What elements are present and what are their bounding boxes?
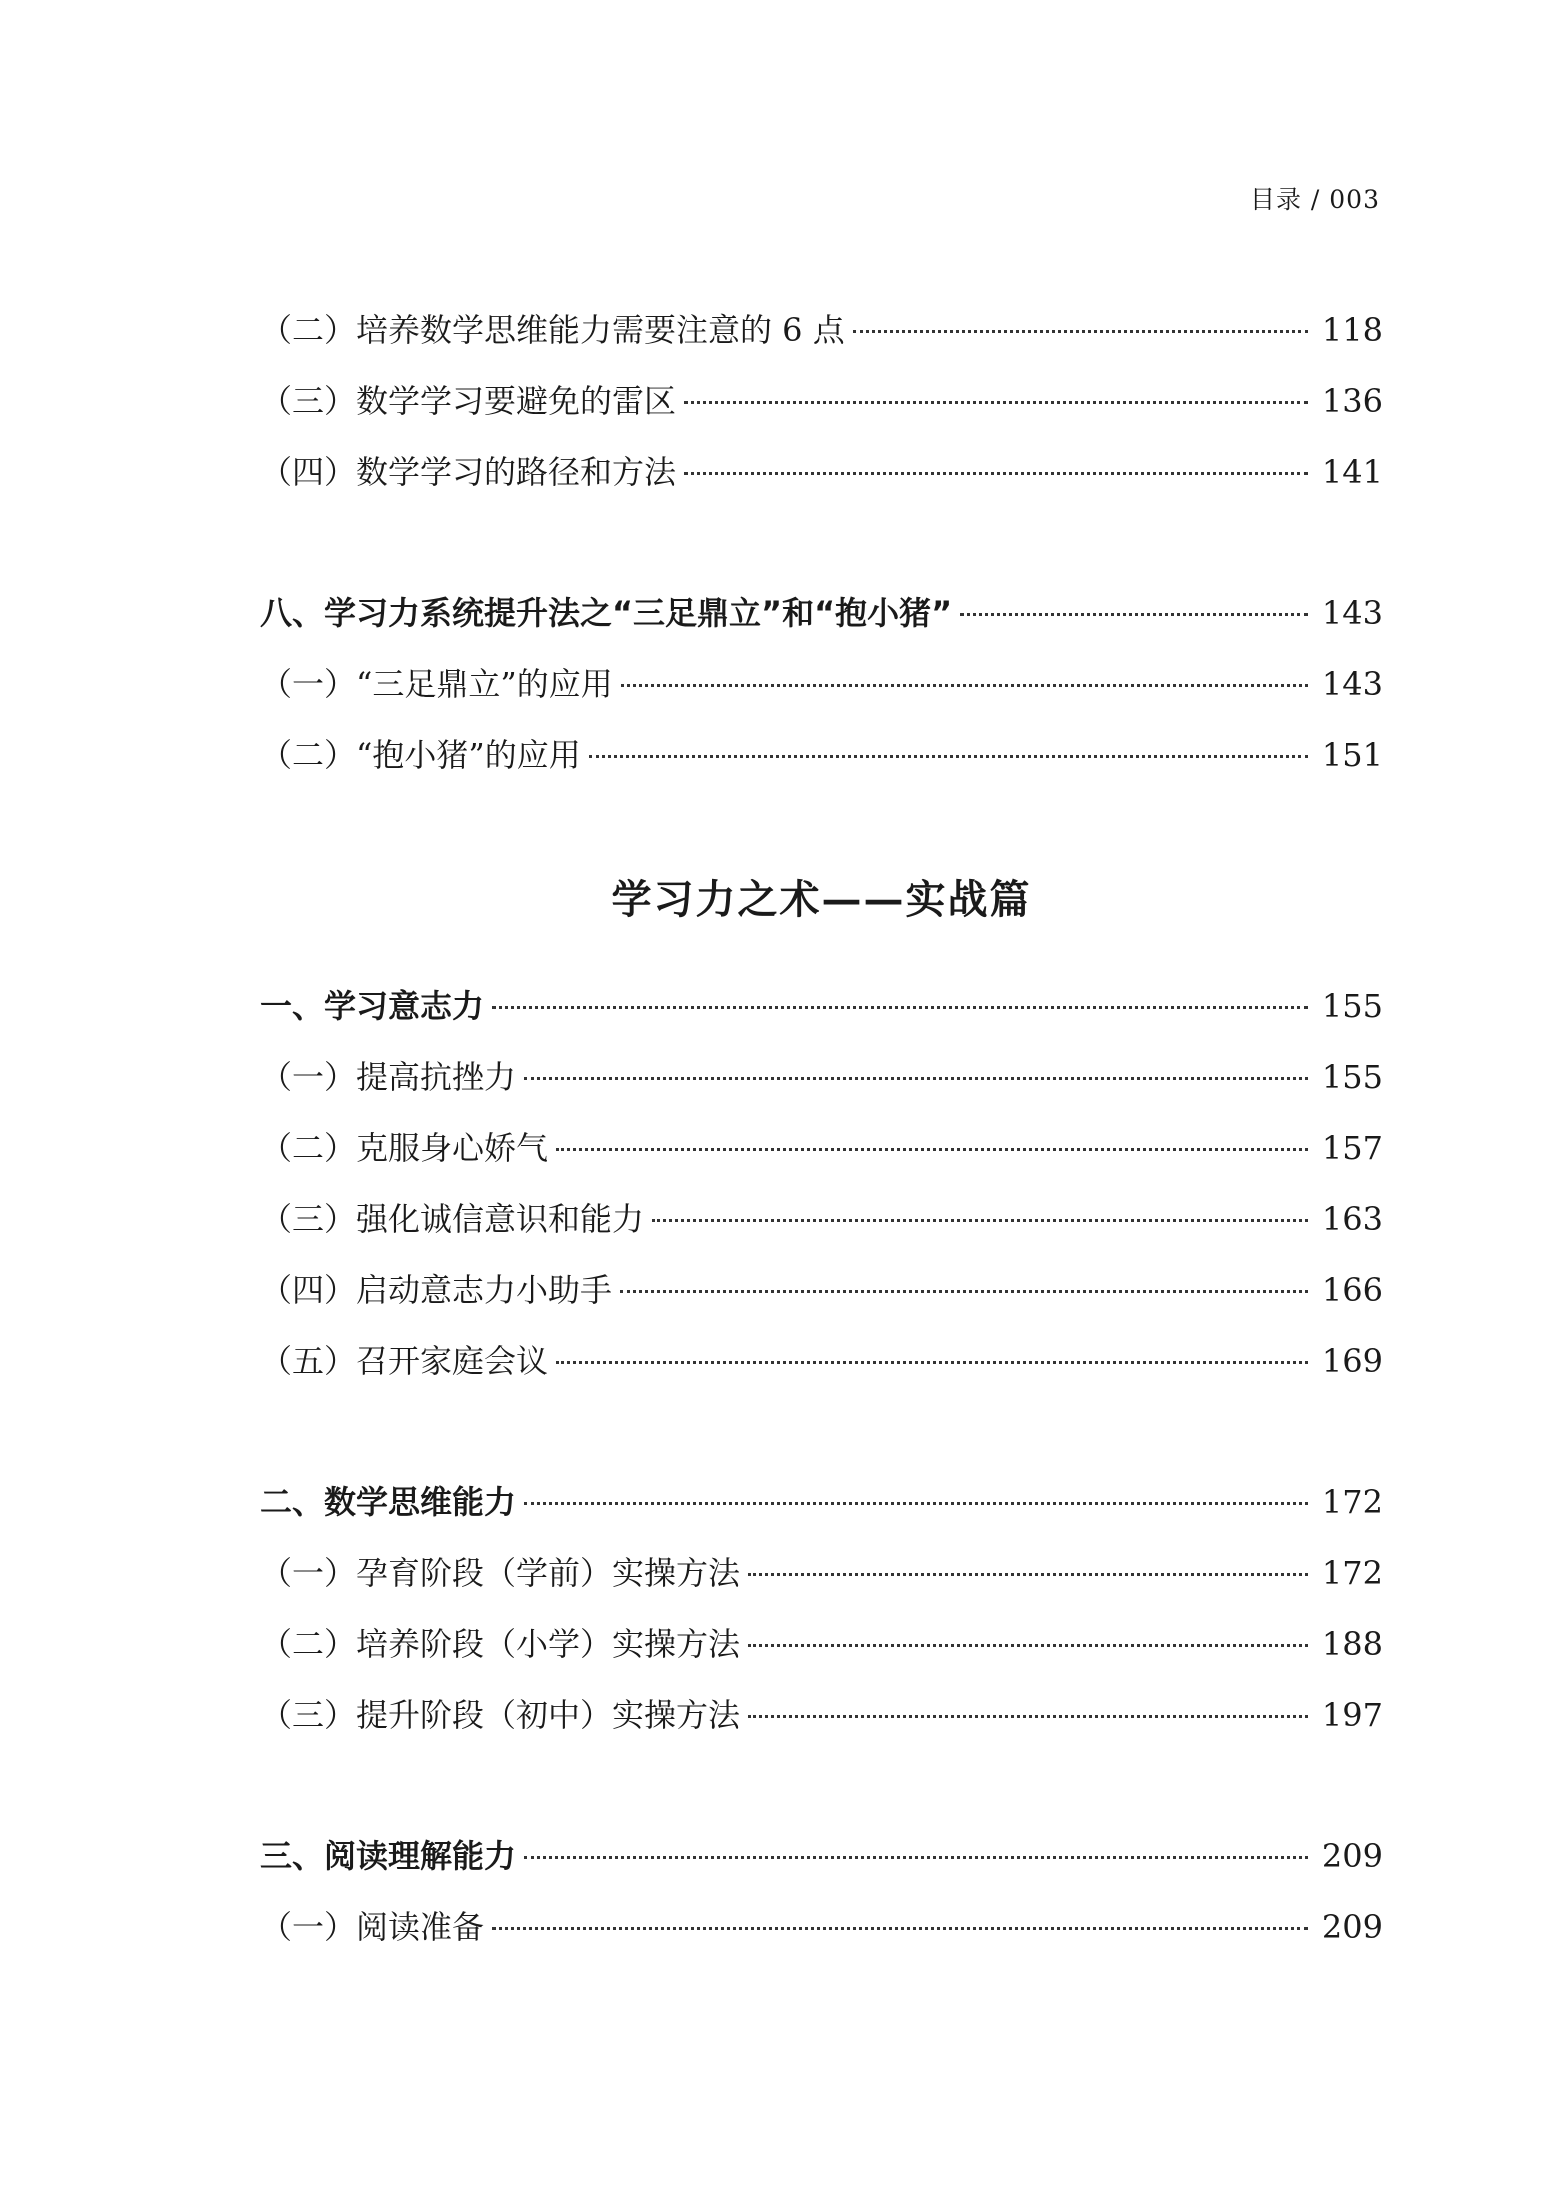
toc-entry-title: （一）阅读准备: [260, 1908, 485, 1946]
toc-entry-title: （三）提升阶段（初中）实操方法: [260, 1696, 741, 1734]
toc-entry[interactable]: [260, 376, 1383, 447]
dot-leader: [620, 1290, 1308, 1293]
toc-entry-title: （三）数学学习要避免的雷区: [260, 382, 677, 420]
toc-entry[interactable]: [260, 1052, 1383, 1123]
toc-chapter-entry[interactable]: [260, 1477, 1383, 1548]
toc-entry[interactable]: [260, 1123, 1383, 1194]
toc-group-c: [260, 981, 1383, 1407]
toc-entry-page: 169: [1321, 1342, 1383, 1380]
dot-leader: [748, 1715, 1308, 1718]
toc-entry-page: 172: [1321, 1554, 1383, 1592]
toc-entry-title: （二）克服身心娇气: [260, 1129, 549, 1167]
toc-entry-title: （四）数学学习的路径和方法: [260, 453, 677, 491]
dot-leader: [524, 1856, 1308, 1859]
toc-chapter-entry[interactable]: [260, 588, 1383, 659]
toc-group-b: [260, 588, 1383, 801]
toc-entry-page: 209: [1321, 1908, 1383, 1946]
toc-entry-page: 157: [1321, 1129, 1383, 1167]
toc-entry-title: （三）强化诚信意识和能力: [260, 1200, 645, 1238]
toc-entry-page: 163: [1321, 1200, 1383, 1238]
toc-entry-title: 八、学习力系统提升法之“三足鼎立”和“抱小猪”: [260, 594, 953, 632]
toc-entry[interactable]: [260, 1619, 1383, 1690]
toc-entry-page: 141: [1321, 453, 1383, 491]
toc-entry[interactable]: [260, 1265, 1383, 1336]
dot-leader: [853, 330, 1308, 333]
toc-entry[interactable]: [260, 730, 1383, 801]
toc-entry-title: （一）孕育阶段（学前）实操方法: [260, 1554, 741, 1592]
toc-entry[interactable]: [260, 1690, 1383, 1761]
toc-entry-title: （四）启动意志力小助手: [260, 1271, 613, 1309]
toc-entry-title: （二）“抱小猪”的应用: [260, 736, 581, 774]
dot-leader: [492, 1006, 1308, 1009]
dot-leader: [556, 1148, 1308, 1151]
toc-entry-page: 151: [1321, 736, 1383, 774]
toc-entry-title: （五）召开家庭会议: [260, 1342, 549, 1380]
toc-entry-page: 143: [1321, 665, 1383, 703]
dot-leader: [652, 1219, 1308, 1222]
toc-chapter-entry[interactable]: [260, 1831, 1383, 1902]
dot-leader: [524, 1077, 1308, 1080]
toc-entry[interactable]: [260, 1336, 1383, 1407]
dot-leader: [492, 1927, 1308, 1930]
dot-leader: [748, 1644, 1308, 1647]
toc-entry-page: 136: [1321, 382, 1383, 420]
toc-entry[interactable]: [260, 1548, 1383, 1619]
toc-entry-page: 188: [1321, 1625, 1383, 1663]
toc-entry-title: 二、数学思维能力: [260, 1483, 517, 1521]
dot-leader: [960, 613, 1308, 616]
toc-entry-page: 118: [1321, 311, 1383, 349]
toc-entry[interactable]: [260, 659, 1383, 730]
toc-entry-title: （二）培养阶段（小学）实操方法: [260, 1625, 741, 1663]
toc-entry-page: 143: [1321, 594, 1383, 632]
toc-group-e: [260, 1831, 1383, 1973]
toc-entry-page: 172: [1321, 1483, 1383, 1521]
toc-entry-page: 209: [1321, 1837, 1383, 1875]
toc-entry[interactable]: [260, 1902, 1383, 1973]
toc-entry-title: （二）培养数学思维能力需要注意的 6 点: [260, 311, 845, 349]
dot-leader: [748, 1573, 1308, 1576]
toc-entry[interactable]: [260, 447, 1383, 518]
toc-group-d: [260, 1477, 1383, 1761]
dot-leader: [524, 1502, 1308, 1505]
toc-entry-page: 155: [1321, 987, 1383, 1025]
dot-leader: [589, 755, 1308, 758]
toc-entry-page: 166: [1321, 1271, 1383, 1309]
toc-entry[interactable]: [260, 1194, 1383, 1265]
table-of-contents: [260, 305, 1383, 1973]
dot-leader: [556, 1361, 1308, 1364]
toc-entry-title: 一、学习意志力: [260, 987, 485, 1025]
toc-group-a: [260, 305, 1383, 518]
toc-entry-page: 155: [1321, 1058, 1383, 1096]
part-title: 学习力之术——实战篇: [611, 876, 1032, 923]
dot-leader: [684, 401, 1308, 404]
toc-chapter-entry[interactable]: [260, 981, 1383, 1052]
toc-entry-page: 197: [1321, 1696, 1383, 1734]
toc-entry-title: （一）“三足鼎立”的应用: [260, 665, 613, 703]
toc-entry[interactable]: [260, 305, 1383, 376]
dot-leader: [684, 472, 1308, 475]
toc-entry-title: （一）提高抗挫力: [260, 1058, 517, 1096]
running-head: 目录 / 003: [1249, 185, 1380, 214]
toc-entry-title: 三、阅读理解能力: [260, 1837, 517, 1875]
dot-leader: [621, 684, 1308, 687]
